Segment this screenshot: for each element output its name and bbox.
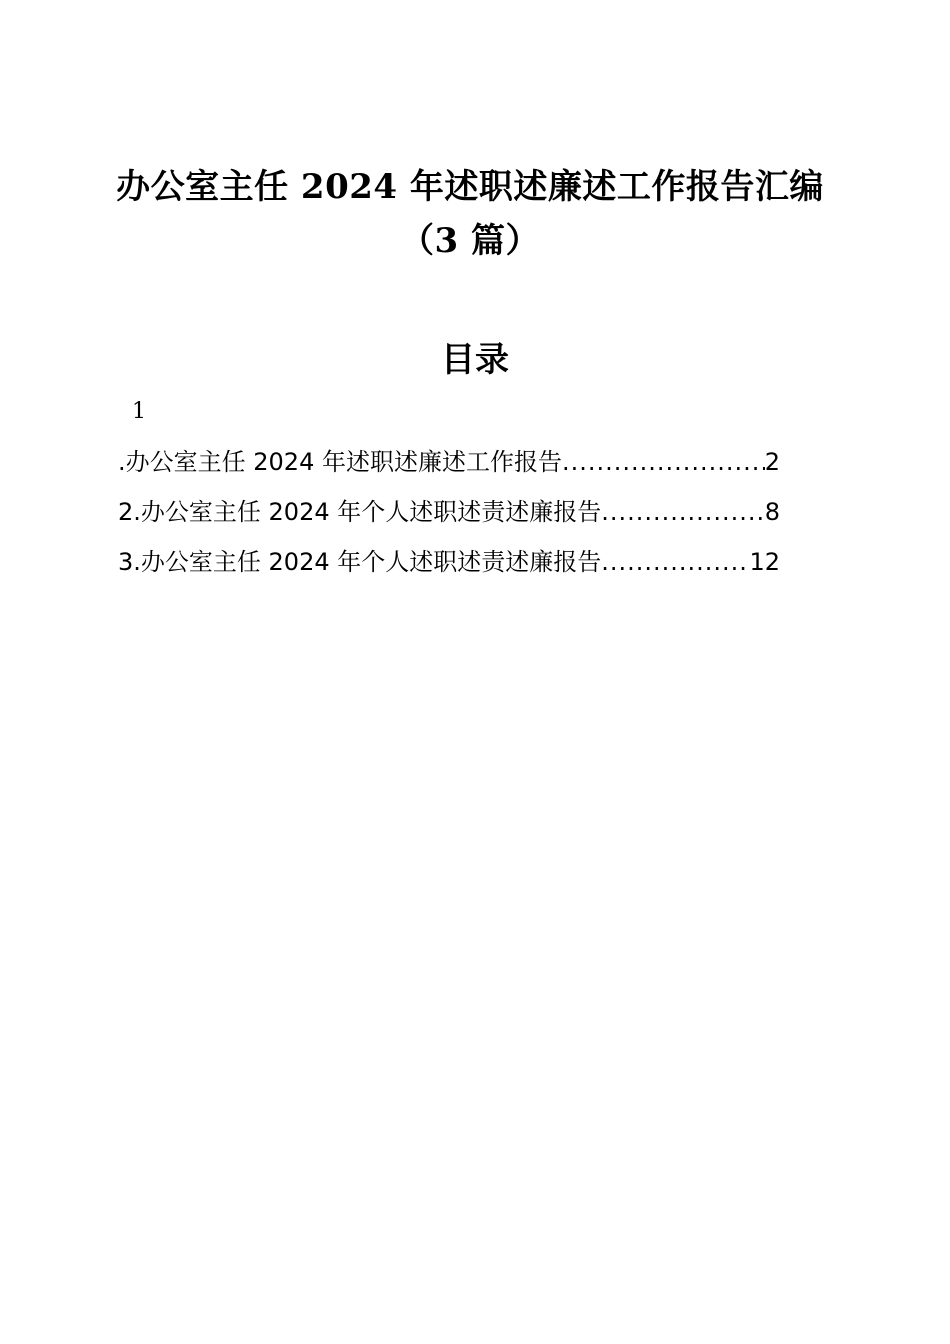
document-title (100, 160, 840, 268)
title-line-count: （3 篇） (400, 221, 540, 261)
toc-page-number: 2 (764, 448, 780, 476)
toc-page-number: 8 (764, 498, 780, 526)
toc-orphan-number: 1 (132, 399, 146, 424)
toc-page-number: 12 (749, 548, 780, 576)
table-of-contents (118, 440, 780, 590)
toc-dot-leader (601, 540, 749, 584)
toc-dot-leader (601, 490, 764, 534)
toc-entry-text: 3.办公室主任 2024 年个人述职述责述廉报告 (118, 548, 602, 576)
toc-entry[interactable] (118, 540, 780, 590)
title-line-main: 办公室主任 2024 年述职述廉述工作报告汇编 (116, 167, 824, 207)
toc-entry[interactable] (118, 490, 780, 540)
toc-entry-text: 2.办公室主任 2024 年个人述职述责述廉报告 (118, 498, 602, 526)
toc-entry-text: .办公室主任 2024 年述职述廉述工作报告 (118, 448, 562, 476)
toc-entry[interactable] (118, 440, 780, 490)
toc-dot-leader (562, 440, 765, 484)
toc-heading: 目录 (441, 340, 509, 380)
